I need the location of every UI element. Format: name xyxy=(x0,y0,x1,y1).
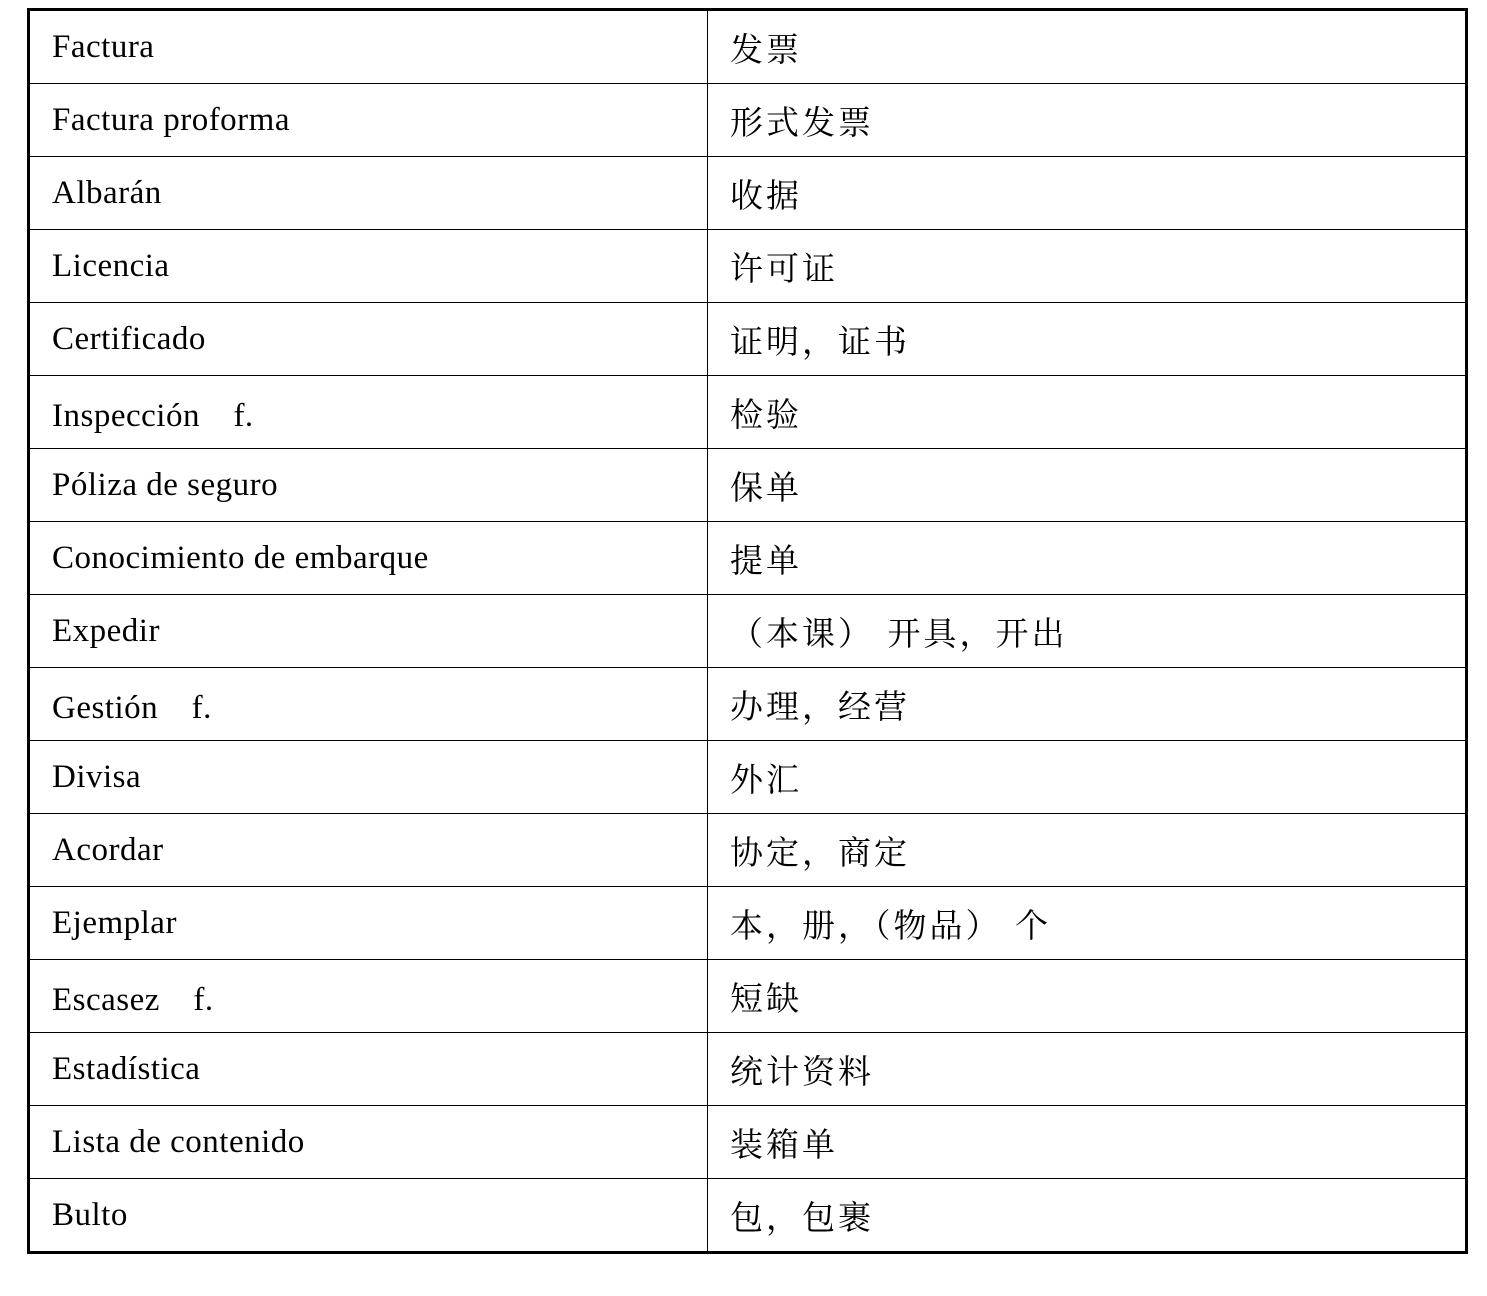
chinese-meaning: 形式发票 xyxy=(708,84,1467,157)
table-row xyxy=(29,741,1467,814)
table-row xyxy=(29,84,1467,157)
chinese-meaning: 许可证 xyxy=(708,230,1467,303)
spanish-term: Expedir xyxy=(29,595,708,668)
spanish-term: Conocimiento de embarque xyxy=(29,522,708,595)
table-row xyxy=(29,1106,1467,1179)
spanish-term: Acordar xyxy=(29,814,708,887)
table-row xyxy=(29,960,1467,1033)
table-row xyxy=(29,668,1467,741)
chinese-meaning: 保单 xyxy=(708,449,1467,522)
spanish-term: Póliza de seguro xyxy=(29,449,708,522)
spanish-term: Certificado xyxy=(29,303,708,376)
spanish-term: Lista de contenido xyxy=(29,1106,708,1179)
table-row xyxy=(29,522,1467,595)
table-row xyxy=(29,814,1467,887)
table-row xyxy=(29,1033,1467,1106)
chinese-meaning: 发票 xyxy=(708,10,1467,84)
chinese-meaning: 装箱单 xyxy=(708,1106,1467,1179)
spanish-term: Bulto xyxy=(29,1179,708,1253)
table-row xyxy=(29,887,1467,960)
table-row xyxy=(29,303,1467,376)
chinese-meaning: 短缺 xyxy=(708,960,1467,1033)
table-row xyxy=(29,230,1467,303)
spanish-term: Factura xyxy=(29,10,708,84)
spanish-term: Ejemplar xyxy=(29,887,708,960)
chinese-meaning: 统计资料 xyxy=(708,1033,1467,1106)
spanish-term: Gestión f. xyxy=(29,668,708,741)
chinese-meaning: 办理，经营 xyxy=(708,668,1467,741)
table-row xyxy=(29,157,1467,230)
table-row xyxy=(29,595,1467,668)
chinese-meaning: 包，包裹 xyxy=(708,1179,1467,1253)
chinese-meaning: 本，册，（物品） 个 xyxy=(708,887,1467,960)
table-row xyxy=(29,1179,1467,1253)
spanish-term: Albarán xyxy=(29,157,708,230)
spanish-term: Divisa xyxy=(29,741,708,814)
table-row xyxy=(29,449,1467,522)
vocabulary-table xyxy=(27,8,1468,1254)
spanish-term: Licencia xyxy=(29,230,708,303)
table-row xyxy=(29,376,1467,449)
chinese-meaning: 提单 xyxy=(708,522,1467,595)
chinese-meaning: 外汇 xyxy=(708,741,1467,814)
chinese-meaning: 收据 xyxy=(708,157,1467,230)
chinese-meaning: 协定，商定 xyxy=(708,814,1467,887)
table-row xyxy=(29,10,1467,84)
spanish-term: Estadística xyxy=(29,1033,708,1106)
spanish-term: Factura proforma xyxy=(29,84,708,157)
spanish-term: Inspección f. xyxy=(29,376,708,449)
chinese-meaning: 证明，证书 xyxy=(708,303,1467,376)
chinese-meaning: 检验 xyxy=(708,376,1467,449)
chinese-meaning: （本课） 开具，开出 xyxy=(708,595,1467,668)
spanish-term: Escasez f. xyxy=(29,960,708,1033)
